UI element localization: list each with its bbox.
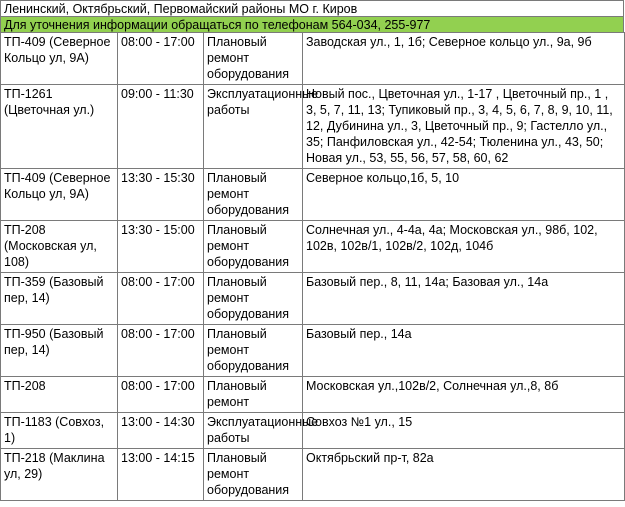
work-type-cell: Эксплуатационные работы (204, 85, 303, 169)
work-type-cell: Плановый ремонт оборудования (204, 325, 303, 377)
substation-cell: ТП-208 (1, 377, 118, 413)
time-cell: 08:00 - 17:00 (118, 273, 204, 325)
time-cell: 09:00 - 11:30 (118, 85, 204, 169)
substation-cell: ТП-218 (Маклина ул, 29) (1, 449, 118, 501)
table-row (1, 377, 625, 413)
substation-cell: ТП-359 (Базовый пер, 14) (1, 273, 118, 325)
work-type-cell: Плановый ремонт оборудования (204, 273, 303, 325)
addresses-cell: Октябрьский пр-т, 82а (303, 449, 625, 501)
table-row (1, 413, 625, 449)
table-row (1, 449, 625, 501)
work-type-cell: Эксплуатационные работы (204, 413, 303, 449)
substation-cell: ТП-208 (Московская ул, 108) (1, 221, 118, 273)
addresses-cell: Солнечная ул., 4-4а, 4а; Московская ул., 98б, 102, 102в, 102в/1, 102в/2, 102д, 104б (303, 221, 625, 273)
substation-cell: ТП-409 (Северное Кольцо ул, 9А) (1, 169, 118, 221)
time-cell: 13:30 - 15:00 (118, 221, 204, 273)
work-type-cell: Плановый ремонт (204, 377, 303, 413)
substation-cell: ТП-1261 (Цветочная ул.) (1, 85, 118, 169)
region-title: Ленинский, Октябрьский, Первомайский районы МО г. Киров (0, 0, 624, 16)
addresses-cell: Новый пос., Цветочная ул., 1-17 , Цветочный пр., 1 , 3, 5, 7, 11, 13; Тупиковый пр., 3, 4, 5, 6, 7, 8, 9, 10, 11, 12, Дубинина ул., 3, Цветочный пр., 9; Гастелло ул., 35; Панфиловская ул., 42-54; Тюленина ул., 43, 50; Новая ул., 53, 55, 56, 57, 58, 60, 62 (303, 85, 625, 169)
addresses-cell: Заводская ул., 1, 1б; Северное кольцо ул., 9а, 9б (303, 33, 625, 85)
addresses-cell: Северное кольцо,1б, 5, 10 (303, 169, 625, 221)
table-row (1, 169, 625, 221)
addresses-cell: Базовый пер., 14а (303, 325, 625, 377)
outage-table (0, 32, 625, 501)
work-type-cell: Плановый ремонт оборудования (204, 33, 303, 85)
time-cell: 13:00 - 14:30 (118, 413, 204, 449)
table-row (1, 33, 625, 85)
contact-phone-note: Для уточнения информации обращаться по телефонам 564-034, 255-977 (0, 16, 624, 32)
time-cell: 13:30 - 15:30 (118, 169, 204, 221)
addresses-cell: Московская ул.,102в/2, Солнечная ул.,8, 8б (303, 377, 625, 413)
substation-cell: ТП-1183 (Совхоз, 1) (1, 413, 118, 449)
time-cell: 08:00 - 17:00 (118, 33, 204, 85)
work-type-cell: Плановый ремонт оборудования (204, 221, 303, 273)
addresses-cell: Базовый пер., 8, 11, 14а; Базовая ул., 14а (303, 273, 625, 325)
table-row (1, 273, 625, 325)
time-cell: 08:00 - 17:00 (118, 377, 204, 413)
substation-cell: ТП-950 (Базовый пер, 14) (1, 325, 118, 377)
table-row (1, 85, 625, 169)
work-type-cell: Плановый ремонт оборудования (204, 449, 303, 501)
time-cell: 13:00 - 14:15 (118, 449, 204, 501)
addresses-cell: Совхоз №1 ул., 15 (303, 413, 625, 449)
table-row (1, 325, 625, 377)
time-cell: 08:00 - 17:00 (118, 325, 204, 377)
substation-cell: ТП-409 (Северное Кольцо ул, 9А) (1, 33, 118, 85)
work-type-cell: Плановый ремонт оборудования (204, 169, 303, 221)
table-row (1, 221, 625, 273)
